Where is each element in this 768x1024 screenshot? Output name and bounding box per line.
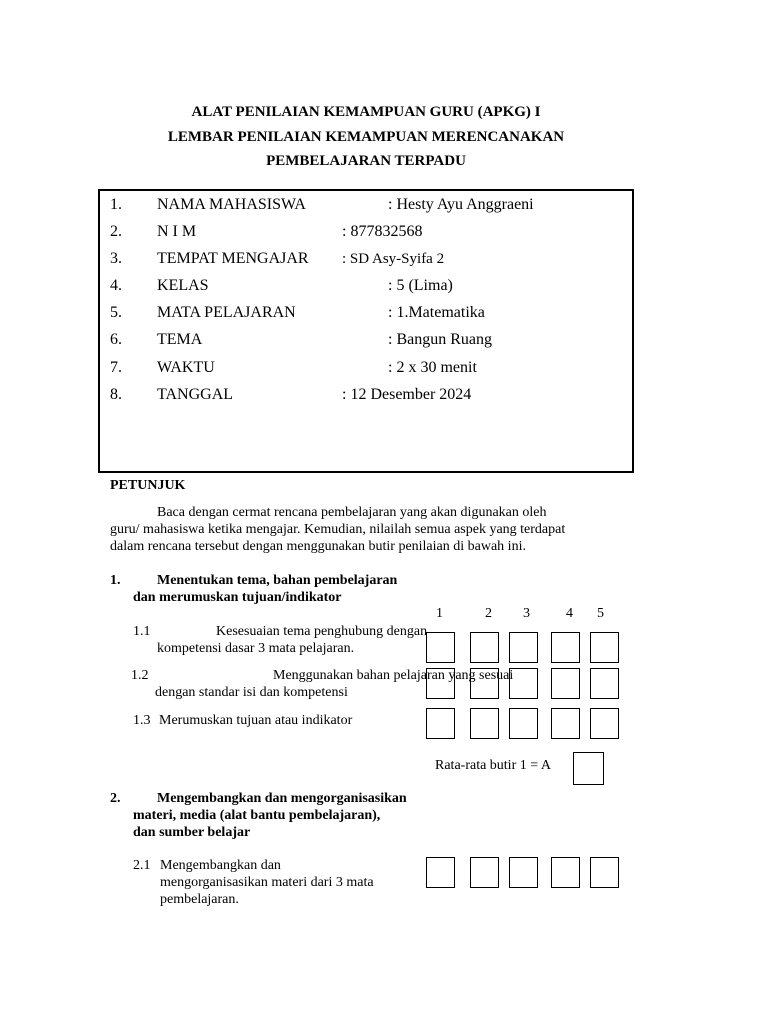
info-num-7: 7. — [110, 359, 122, 376]
rating-box-1-1-score-1[interactable] — [426, 632, 455, 663]
petunjuk-line-2: guru/ mahasiswa ketika mengajar. Kemudian, nilailah semua aspek yang terdapat — [110, 522, 566, 537]
rating-box-1-1-score-4[interactable] — [551, 632, 580, 663]
info-num-8: 8. — [110, 386, 122, 403]
item-1-1-number: 1.1 — [133, 624, 151, 639]
info-value-kelas: : 5 (Lima) — [388, 277, 453, 294]
info-num-4: 4. — [110, 277, 122, 294]
info-label-tema: TEMA — [157, 331, 203, 348]
item-1-2-line-1: Menggunakan bahan pelajaran yang sesuai — [273, 668, 514, 683]
info-num-6: 6. — [110, 331, 122, 348]
info-value-tanggal: : 12 Desember 2024 — [342, 386, 472, 403]
section-1-title-line-2: dan merumuskan tujuan/indikator — [133, 590, 342, 605]
rating-box-1-2-score-2[interactable] — [470, 668, 499, 699]
rating-box-1-2-score-5[interactable] — [590, 668, 619, 699]
item-1-2-line-2: dengan standar isi dan kompetensi — [155, 685, 348, 700]
info-label-tanggal: TANGGAL — [157, 386, 234, 403]
rating-box-2-1-score-4[interactable] — [551, 857, 580, 888]
rating-box-1-3-score-4[interactable] — [551, 708, 580, 739]
info-value-nim: : 877832568 — [342, 223, 423, 240]
petunjuk-heading: PETUNJUK — [110, 478, 186, 493]
info-value-tema: : Bangun Ruang — [388, 331, 492, 348]
title-line-1: ALAT PENILAIAN KEMAMPUAN GURU (APKG) I — [191, 104, 541, 120]
rating-box-1-1-score-2[interactable] — [470, 632, 499, 663]
info-value-mapel: : 1.Matematika — [388, 304, 485, 321]
scale-label-4: 4 — [566, 606, 573, 621]
petunjuk-line-3: dalam rencana tersebut dengan menggunakan butir penilaian di bawah ini. — [110, 539, 526, 554]
rating-box-1-2-score-4[interactable] — [551, 668, 580, 699]
info-label-kelas: KELAS — [157, 277, 209, 294]
rating-box-2-1-score-1[interactable] — [426, 857, 455, 888]
info-num-3: 3. — [110, 250, 122, 267]
item-2-1-line-1: Mengembangkan dan — [160, 858, 281, 873]
item-1-3-line-1: Merumuskan tujuan atau indikator — [159, 713, 353, 728]
scale-label-3: 3 — [523, 606, 530, 621]
section-1-number: 1. — [110, 573, 121, 588]
item-2-1-line-2: mengorganisasikan materi dari 3 mata — [160, 875, 374, 890]
average-1-box[interactable] — [573, 752, 604, 785]
scale-label-2: 2 — [485, 606, 492, 621]
item-1-2-number: 1.2 — [131, 668, 149, 683]
item-1-1-line-1: Kesesuaian tema penghubung dengan — [216, 624, 428, 639]
rating-box-1-3-score-3[interactable] — [509, 708, 538, 739]
rating-box-1-3-score-2[interactable] — [470, 708, 499, 739]
info-num-2: 2. — [110, 223, 122, 240]
petunjuk-line-1: Baca dengan cermat rencana pembelajaran yang akan digunakan oleh — [157, 505, 547, 520]
item-1-1-line-2: kompetensi dasar 3 mata pelajaran. — [157, 641, 355, 656]
section-2-number: 2. — [110, 791, 121, 806]
info-value-tempat: : SD Asy-Syifa 2 — [342, 251, 445, 267]
rating-box-2-1-score-3[interactable] — [509, 857, 538, 888]
rating-box-1-1-score-3[interactable] — [509, 632, 538, 663]
info-value-waktu: : 2 x 30 menit — [388, 359, 477, 376]
info-num-1: 1. — [110, 196, 122, 213]
rating-box-1-2-score-3[interactable] — [509, 668, 538, 699]
title-line-3: PEMBELAJARAN TERPADU — [266, 153, 466, 169]
item-2-1-line-3: pembelajaran. — [160, 892, 239, 907]
info-value-nama: : Hesty Ayu Anggraeni — [388, 196, 534, 213]
section-2-title-line-3: dan sumber belajar — [133, 825, 251, 840]
info-label-nim: N I M — [157, 223, 197, 240]
rating-box-2-1-score-2[interactable] — [470, 857, 499, 888]
scale-label-5: 5 — [597, 606, 604, 621]
section-1-title-line-1: Menentukan tema, bahan pembelajaran — [157, 573, 398, 588]
section-2-title-line-1: Mengembangkan dan mengorganisasikan — [157, 791, 407, 806]
average-1-label: Rata-rata butir 1 = A — [435, 758, 551, 773]
rating-box-1-1-score-5[interactable] — [590, 632, 619, 663]
info-label-waktu: WAKTU — [157, 359, 215, 376]
item-1-3-number: 1.3 — [133, 713, 151, 728]
rating-box-1-3-score-1[interactable] — [426, 708, 455, 739]
info-num-5: 5. — [110, 304, 122, 321]
rating-box-1-2-score-1[interactable] — [426, 668, 455, 699]
rating-box-2-1-score-5[interactable] — [590, 857, 619, 888]
title-line-2: LEMBAR PENILAIAN KEMAMPUAN MERENCANAKAN — [167, 129, 565, 145]
info-label-nama: NAMA MAHASISWA — [157, 196, 306, 213]
scale-label-1: 1 — [436, 606, 443, 621]
item-2-1-number: 2.1 — [133, 858, 151, 873]
info-label-mapel: MATA PELAJARAN — [157, 304, 296, 321]
info-label-tempat: TEMPAT MENGAJAR — [157, 250, 309, 267]
rating-box-1-3-score-5[interactable] — [590, 708, 619, 739]
section-2-title-line-2: materi, media (alat bantu pembelajaran), — [133, 808, 381, 823]
